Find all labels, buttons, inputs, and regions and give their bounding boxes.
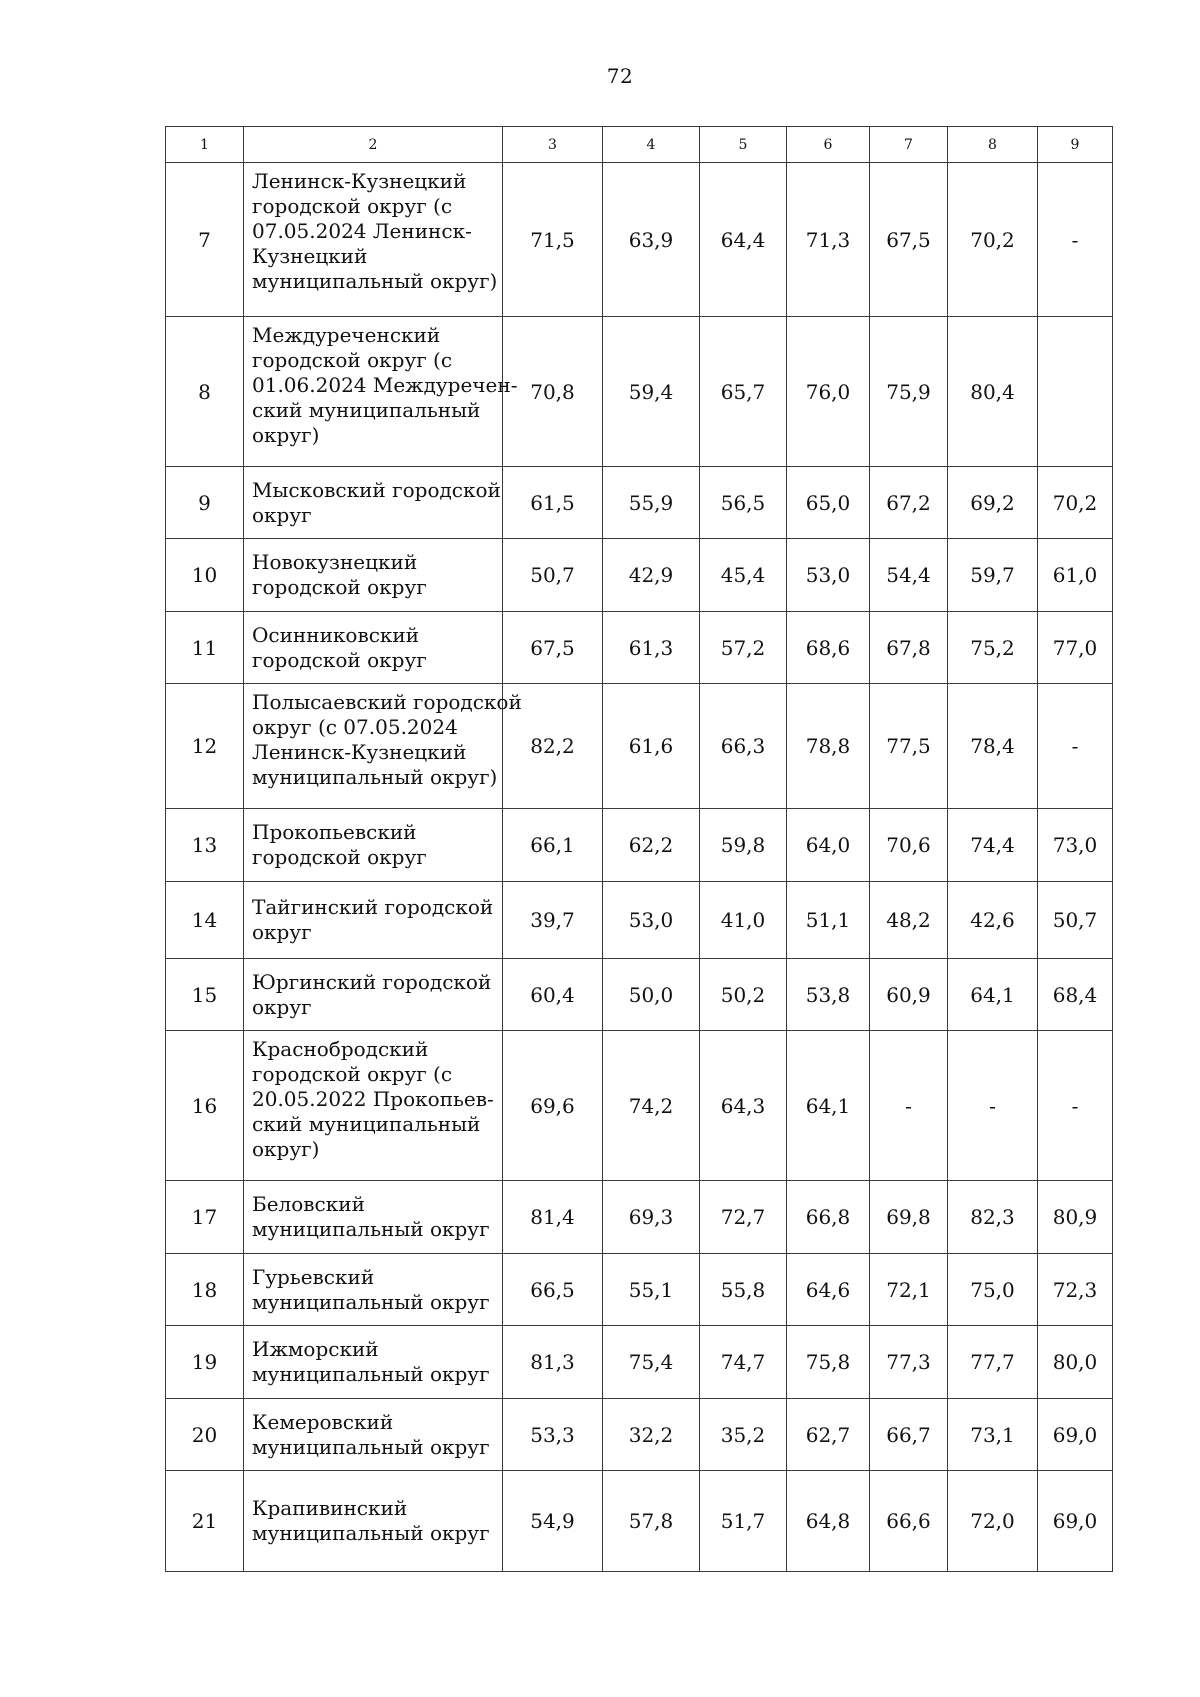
value-cell-col-8: 78,4: [948, 684, 1038, 809]
value-cell-col-3: 50,7: [503, 539, 603, 612]
value-cell-col-8: 42,6: [948, 882, 1038, 959]
value-cell-col-4: 69,3: [603, 1181, 700, 1254]
district-name-line: 20.05.2022 Прокопьев-: [252, 1087, 494, 1111]
row-number: 10: [166, 539, 244, 612]
district-name-line: городской округ: [252, 647, 427, 672]
value-cell-col-9: 70,2: [1038, 467, 1113, 539]
district-name-line: 07.05.2024 Ленинск-: [252, 219, 472, 243]
value-cell-col-5: 65,7: [700, 317, 787, 467]
table-row: [166, 539, 1113, 612]
value-cell-col-8: 75,2: [948, 612, 1038, 684]
data-table: [165, 126, 1113, 1572]
value-cell-col-8: 64,1: [948, 959, 1038, 1031]
value-cell-col-3: 81,4: [503, 1181, 603, 1254]
column-header-8: 8: [948, 127, 1038, 163]
district-name-line: ский муниципальный: [252, 1112, 481, 1136]
value-cell-col-9: 77,0: [1038, 612, 1113, 684]
value-cell-col-3: 82,2: [503, 684, 603, 809]
value-cell-col-6: 68,6: [787, 612, 870, 684]
district-name-line: Беловский: [252, 1192, 365, 1216]
value-cell-col-8: 80,4: [948, 317, 1038, 467]
value-cell-col-5: 56,5: [700, 467, 787, 539]
district-name-line: округ: [252, 502, 312, 527]
value-cell-col-6: 53,8: [787, 959, 870, 1031]
header-row: [166, 127, 1113, 163]
value-cell-col-9: 69,0: [1038, 1399, 1113, 1471]
district-name-line: муниципальный округ: [252, 1217, 490, 1241]
value-cell-col-5: 45,4: [700, 539, 787, 612]
value-cell-col-4: 55,1: [603, 1254, 700, 1326]
table-row: [166, 1326, 1113, 1399]
value-cell-col-9: 69,0: [1038, 1471, 1113, 1572]
value-cell-col-6: 64,1: [787, 1031, 870, 1181]
value-cell-col-6: 71,3: [787, 163, 870, 317]
value-cell-col-8: 82,3: [948, 1181, 1038, 1254]
value-cell-col-7: 75,9: [870, 317, 948, 467]
value-cell-col-7: 67,5: [870, 163, 948, 317]
page-number: 72: [606, 64, 634, 88]
value-cell-col-7: 77,3: [870, 1326, 948, 1399]
value-cell-col-6: 75,8: [787, 1326, 870, 1399]
value-cell-col-6: 65,0: [787, 467, 870, 539]
value-cell-col-8: 69,2: [948, 467, 1038, 539]
value-cell-col-4: 59,4: [603, 317, 700, 467]
district-name-line: Гурьевский: [252, 1264, 375, 1289]
value-cell-col-5: 57,2: [700, 612, 787, 684]
value-cell-col-3: 66,1: [503, 809, 603, 882]
district-name-line: ский муниципальный: [252, 398, 481, 422]
district-name: [244, 1031, 503, 1181]
district-name: [244, 467, 503, 539]
value-cell-col-5: 59,8: [700, 809, 787, 882]
district-name: [244, 1471, 503, 1572]
district-name: [244, 882, 503, 959]
row-number: 11: [166, 612, 244, 684]
value-cell-col-6: 62,7: [787, 1399, 870, 1471]
value-cell-col-8: 74,4: [948, 809, 1038, 882]
value-cell-col-4: 62,2: [603, 809, 700, 882]
district-name-line: Ленинск-Кузнецкий: [252, 740, 467, 764]
district-name-line: округ: [252, 994, 312, 1019]
value-cell-col-7: 72,1: [870, 1254, 948, 1326]
value-cell-col-4: 57,8: [603, 1471, 700, 1572]
district-name-line: Осинниковский: [252, 622, 420, 647]
column-header-3: 3: [503, 127, 603, 163]
table-row: [166, 163, 1113, 317]
value-cell-col-9: 80,0: [1038, 1326, 1113, 1399]
table-row: [166, 1399, 1113, 1471]
value-cell-col-6: 76,0: [787, 317, 870, 467]
value-cell-col-3: 53,3: [503, 1399, 603, 1471]
district-name-line: Полысаевский городской: [252, 690, 522, 714]
table-row: [166, 1254, 1113, 1326]
district-name-line: Тайгинский городской: [252, 895, 494, 919]
value-cell-col-8: 70,2: [948, 163, 1038, 317]
district-name-line: Мысковский городской: [252, 477, 501, 502]
district-name-line: муниципальный округ): [252, 269, 498, 293]
district-name-line: 01.06.2024 Междуречен-: [252, 373, 518, 397]
district-name-line: Краснобродский: [252, 1037, 429, 1061]
value-cell-col-9: 68,4: [1038, 959, 1113, 1031]
row-number: 14: [166, 882, 244, 959]
district-name: [244, 317, 518, 467]
row-number: 8: [166, 317, 244, 467]
value-cell-col-3: 70,8: [503, 317, 603, 467]
row-number: 18: [166, 1254, 244, 1326]
district-name-line: муниципальный округ: [252, 1434, 490, 1459]
table-row: [166, 467, 1113, 539]
district-name: [244, 684, 522, 809]
value-cell-col-5: 41,0: [700, 882, 787, 959]
district-name-line: городской округ: [252, 845, 427, 869]
value-cell-col-7: 69,8: [870, 1181, 948, 1254]
table-row: [166, 317, 1113, 467]
value-cell-col-5: 55,8: [700, 1254, 787, 1326]
row-number: 7: [166, 163, 244, 317]
district-name: [244, 163, 503, 317]
table-body: [166, 163, 1113, 1572]
district-name-line: Новокузнецкий: [252, 550, 418, 574]
value-cell-col-5: 64,3: [700, 1031, 787, 1181]
value-cell-col-7: 77,5: [870, 684, 948, 809]
value-cell-col-8: 72,0: [948, 1471, 1038, 1572]
district-name-line: Ленинск-Кузнецкий: [252, 169, 467, 193]
value-cell-col-4: 53,0: [603, 882, 700, 959]
district-name: [244, 1254, 503, 1326]
table-row: [166, 809, 1113, 882]
value-cell-col-5: 35,2: [700, 1399, 787, 1471]
value-cell-col-9: 73,0: [1038, 809, 1113, 882]
district-name-line: муниципальный округ): [252, 765, 498, 789]
value-cell-col-7: 60,9: [870, 959, 948, 1031]
district-name-line: Кемеровский: [252, 1409, 394, 1434]
value-cell-col-3: 69,6: [503, 1031, 603, 1181]
value-cell-col-9: -: [1038, 1031, 1113, 1181]
row-number: 12: [166, 684, 244, 809]
value-cell-col-4: 55,9: [603, 467, 700, 539]
value-cell-col-7: 67,8: [870, 612, 948, 684]
value-cell-col-5: 51,7: [700, 1471, 787, 1572]
district-name-line: городской округ (с: [252, 1062, 453, 1086]
column-header-2: 2: [244, 127, 503, 163]
column-header-5: 5: [700, 127, 787, 163]
district-name-line: муниципальный округ: [252, 1521, 490, 1545]
value-cell-col-4: 32,2: [603, 1399, 700, 1471]
value-cell-col-9: -: [1038, 163, 1113, 317]
value-cell-col-7: -: [870, 1031, 948, 1181]
value-cell-col-6: 64,6: [787, 1254, 870, 1326]
column-header-9: 9: [1038, 127, 1113, 163]
value-cell-col-3: 81,3: [503, 1326, 603, 1399]
table-row: [166, 882, 1113, 959]
district-name: [244, 959, 503, 1031]
value-cell-col-5: 50,2: [700, 959, 787, 1031]
district-name-line: Кузнецкий: [252, 244, 368, 268]
district-name-line: городской округ (с: [252, 194, 453, 218]
district-name: [244, 612, 503, 684]
column-header-6: 6: [787, 127, 870, 163]
value-cell-col-6: 53,0: [787, 539, 870, 612]
value-cell-col-3: 67,5: [503, 612, 603, 684]
district-name: [244, 1181, 503, 1254]
value-cell-col-8: 77,7: [948, 1326, 1038, 1399]
row-number: 20: [166, 1399, 244, 1471]
value-cell-col-7: 54,4: [870, 539, 948, 612]
value-cell-col-7: 70,6: [870, 809, 948, 882]
value-cell-col-7: 66,7: [870, 1399, 948, 1471]
value-cell-col-9: 80,9: [1038, 1181, 1113, 1254]
value-cell-col-7: 48,2: [870, 882, 948, 959]
value-cell-col-5: 66,3: [700, 684, 787, 809]
value-cell-col-4: 50,0: [603, 959, 700, 1031]
value-cell-col-3: 39,7: [503, 882, 603, 959]
column-header-1: 1: [166, 127, 244, 163]
row-number: 9: [166, 467, 244, 539]
value-cell-col-4: 74,2: [603, 1031, 700, 1181]
column-header-4: 4: [603, 127, 700, 163]
district-name-line: округ): [252, 423, 320, 447]
district-name: [244, 1399, 503, 1471]
value-cell-col-9: 61,0: [1038, 539, 1113, 612]
row-number: 19: [166, 1326, 244, 1399]
district-name-line: муниципальный округ: [252, 1289, 490, 1314]
value-cell-col-3: 66,5: [503, 1254, 603, 1326]
value-cell-col-5: 64,4: [700, 163, 787, 317]
value-cell-col-6: 64,0: [787, 809, 870, 882]
table-row: [166, 1471, 1113, 1572]
value-cell-col-6: 78,8: [787, 684, 870, 809]
row-number: 21: [166, 1471, 244, 1572]
district-name-line: Юргинский городской: [252, 969, 492, 994]
district-name-line: муниципальный округ: [252, 1362, 490, 1386]
district-name: [244, 1326, 503, 1399]
value-cell-col-4: 75,4: [603, 1326, 700, 1399]
value-cell-col-8: 75,0: [948, 1254, 1038, 1326]
column-header-7: 7: [870, 127, 948, 163]
table-row: [166, 1181, 1113, 1254]
value-cell-col-9: 72,3: [1038, 1254, 1113, 1326]
district-name-line: Междуреченский: [252, 323, 441, 347]
value-cell-col-4: 61,3: [603, 612, 700, 684]
table-row: [166, 684, 1113, 809]
district-name-line: Прокопьевский: [252, 820, 417, 844]
district-name-line: округ (с 07.05.2024: [252, 715, 458, 739]
value-cell-col-9: -: [1038, 684, 1113, 809]
value-cell-col-8: -: [948, 1031, 1038, 1181]
district-name-line: округ): [252, 1137, 320, 1161]
district-name: [244, 539, 503, 612]
row-number: 16: [166, 1031, 244, 1181]
table-row: [166, 959, 1113, 1031]
value-cell-col-3: 54,9: [503, 1471, 603, 1572]
value-cell-col-6: 64,8: [787, 1471, 870, 1572]
row-number: 13: [166, 809, 244, 882]
district-name-line: округ: [252, 920, 312, 944]
value-cell-col-5: 74,7: [700, 1326, 787, 1399]
table-row: [166, 1031, 1113, 1181]
value-cell-col-5: 72,7: [700, 1181, 787, 1254]
district-name-line: городской округ: [252, 575, 427, 599]
value-cell-col-3: 60,4: [503, 959, 603, 1031]
table-row: [166, 612, 1113, 684]
value-cell-col-8: 59,7: [948, 539, 1038, 612]
value-cell-col-6: 66,8: [787, 1181, 870, 1254]
row-number: 15: [166, 959, 244, 1031]
value-cell-col-3: 71,5: [503, 163, 603, 317]
district-name: [244, 809, 503, 882]
value-cell-col-9: [1038, 317, 1113, 467]
district-name-line: городской округ (с: [252, 348, 453, 372]
row-number: 17: [166, 1181, 244, 1254]
value-cell-col-4: 63,9: [603, 163, 700, 317]
district-name-line: Крапивинский: [252, 1496, 408, 1520]
value-cell-col-8: 73,1: [948, 1399, 1038, 1471]
value-cell-col-4: 42,9: [603, 539, 700, 612]
value-cell-col-3: 61,5: [503, 467, 603, 539]
value-cell-col-7: 67,2: [870, 467, 948, 539]
district-name-line: Ижморский: [252, 1337, 379, 1361]
value-cell-col-9: 50,7: [1038, 882, 1113, 959]
value-cell-col-6: 51,1: [787, 882, 870, 959]
value-cell-col-7: 66,6: [870, 1471, 948, 1572]
value-cell-col-4: 61,6: [603, 684, 700, 809]
